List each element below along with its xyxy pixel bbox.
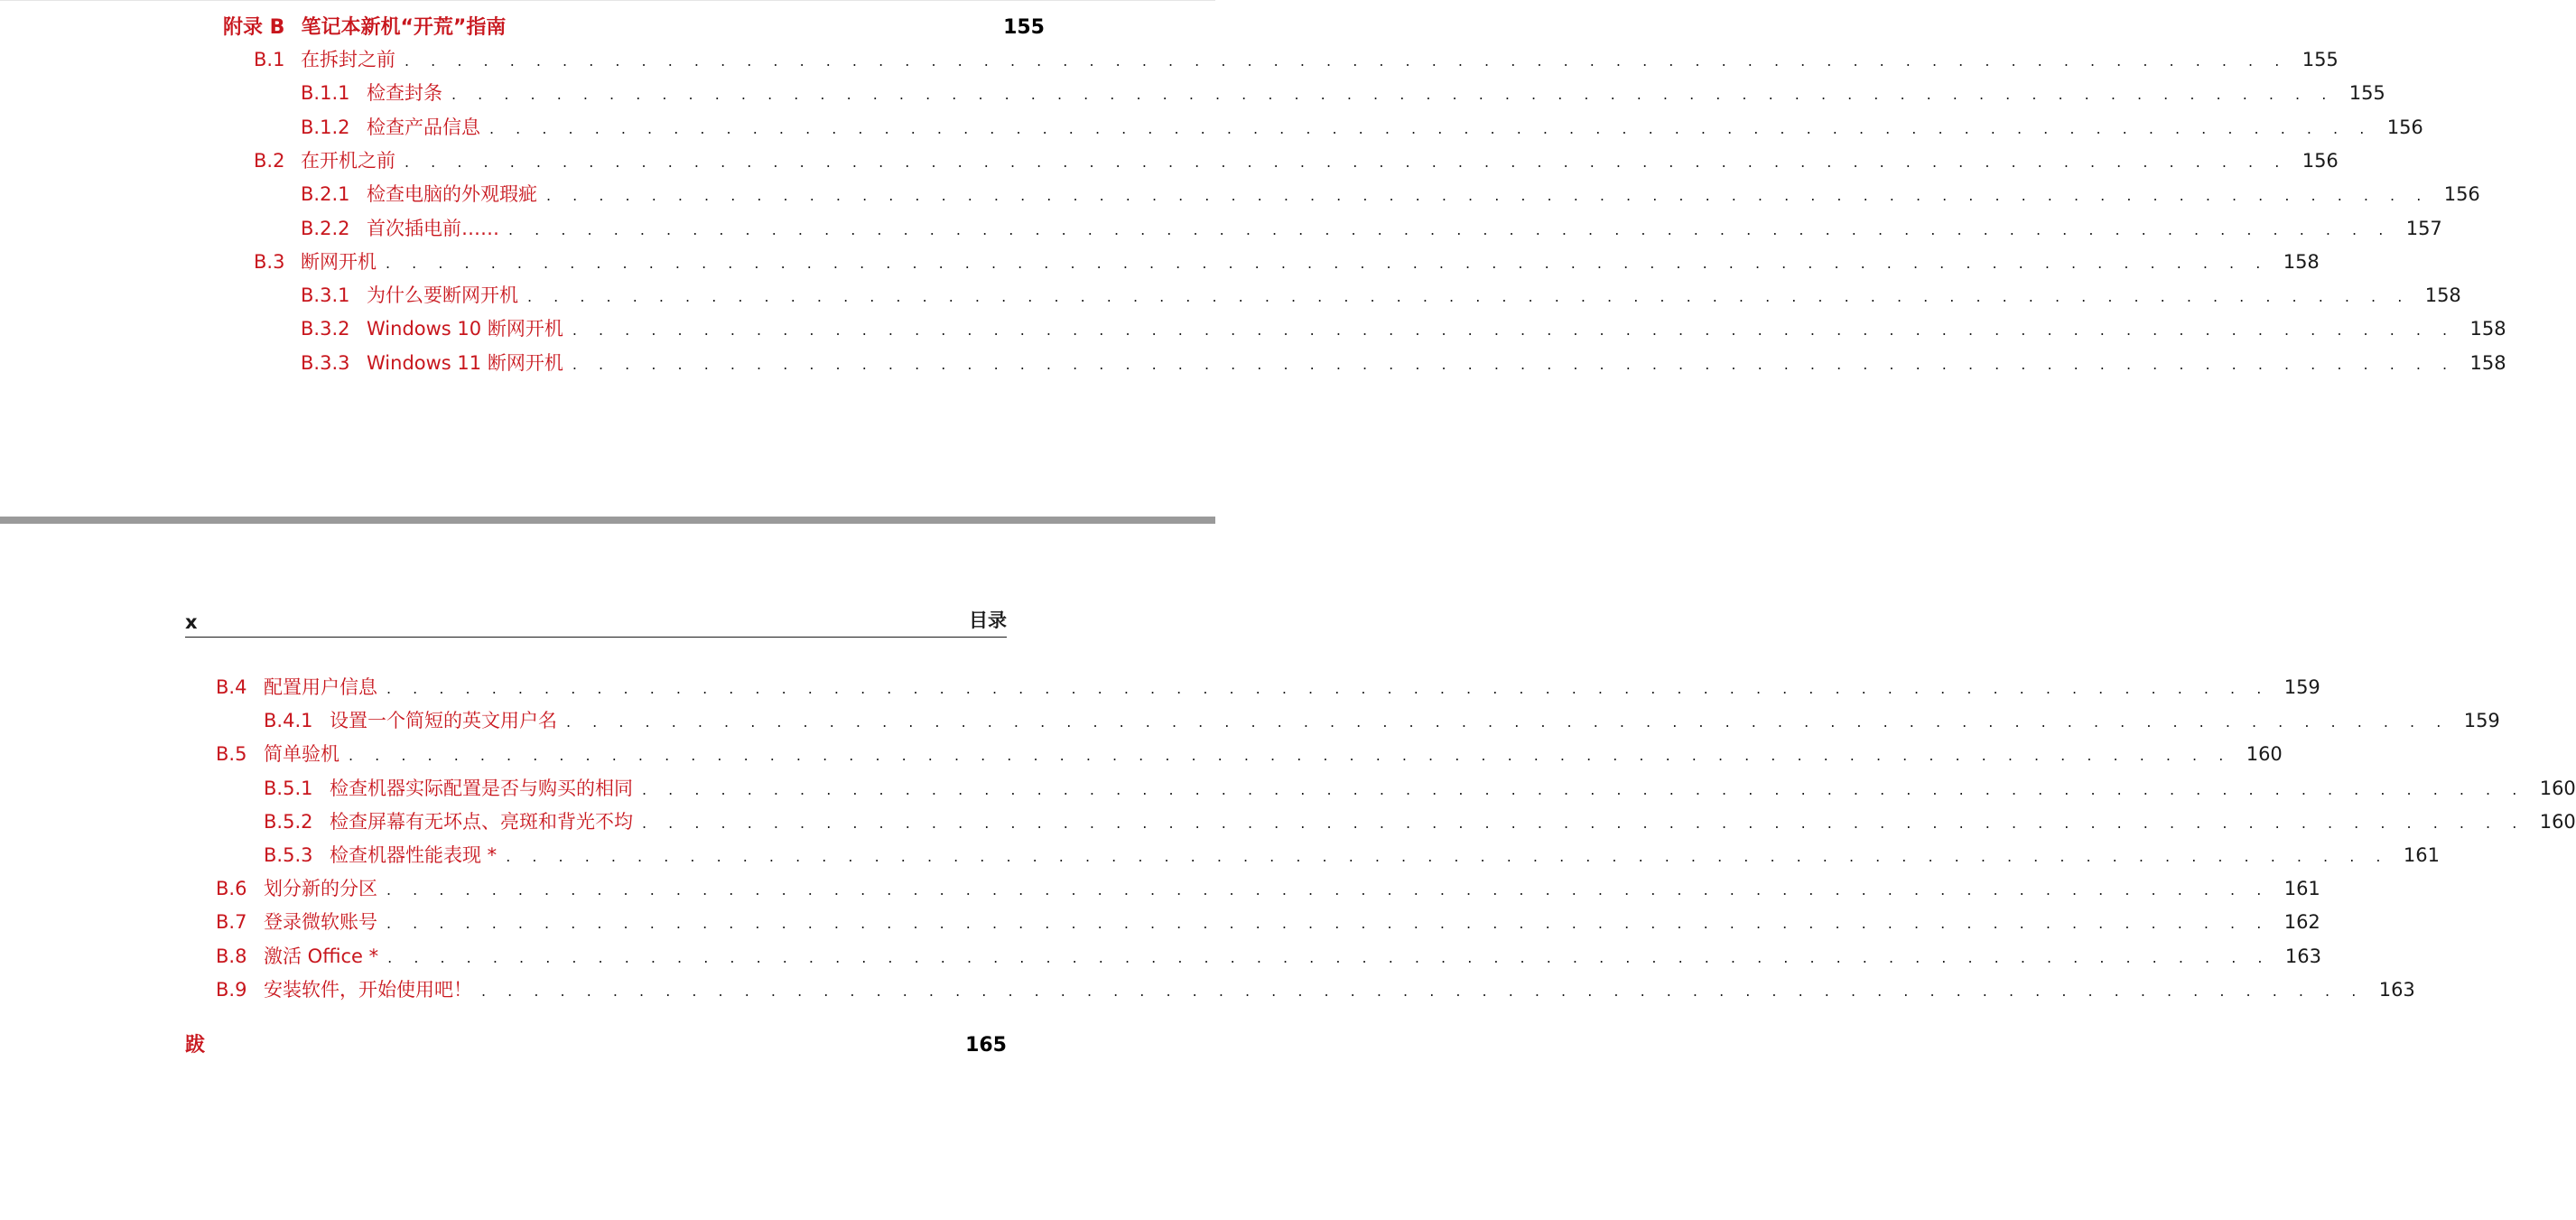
dot-leader: . . . . . . . . . . . . . . . . . . . . . . . . . . . . . . . . . . . . . . . . . . . . . . . . . . . . . . . . . . . . . . . . . . . . . . . . xyxy=(386,254,2269,272)
entry-title: 断网开机 xyxy=(301,250,377,273)
toc-entry-b-1[interactable] xyxy=(254,45,2339,72)
toc-entry-b-7[interactable] xyxy=(216,908,2320,935)
running-header xyxy=(185,609,1007,638)
dot-leader: . . . . . . . . . . . . . . . . . . . . . . . . . . . . . . . . . . . . . . . . . . . . . . . . . . . . . . . . . . . . . . . . . . . . . . . . xyxy=(566,713,2450,731)
entry-page-number: 159 xyxy=(2283,676,2320,698)
toc-entry-b-1-1[interactable] xyxy=(301,79,2385,106)
entry-number: B.5.2 xyxy=(264,810,313,833)
entry-title: 激活 Office * xyxy=(264,945,379,967)
dot-leader: . . . . . . . . . . . . . . . . . . . . . . . . . . . . . . . . . . . . . . . . . . . . . . . . . . . . . . . . . . . . . . . . . . . . . . . . xyxy=(386,915,2270,933)
entry-page-number: 160 xyxy=(2246,743,2283,766)
entry-title: 首次插电前…… xyxy=(367,217,499,239)
dot-leader: . . . . . . . . . . . . . . . . . . . . . . . . . . . . . . . . . . . . . . . . . . . . . . . . . . . . . . . . . . . . . . . . . . . . . . . . xyxy=(387,948,2271,966)
entry-number: B.6 xyxy=(216,878,247,900)
entry-page-number: 160 xyxy=(2539,810,2576,833)
toc-page-top xyxy=(0,0,2506,517)
entry-number: B.5.1 xyxy=(264,777,313,799)
entry-page-number: 156 xyxy=(2302,149,2339,172)
dot-leader: . . . . . . . . . . . . . . . . . . . . . . . . . . . . . . . . . . . . . . . . . . . . . . . . . . . . . . . . . . . . . . . . . . . . . . . . xyxy=(546,187,2430,205)
toc-entry-b-2[interactable] xyxy=(254,146,2339,173)
toc-entry-b-6[interactable] xyxy=(216,874,2320,901)
entry-page-number: 158 xyxy=(2469,351,2506,374)
toc-entry-b-1-2[interactable] xyxy=(301,113,2423,140)
entry-title: 检查机器实际配置是否与购买的相同 xyxy=(330,777,633,799)
entry-number: B.3 xyxy=(254,250,285,273)
entry-number: B.3.2 xyxy=(301,318,350,340)
entry-number: B.7 xyxy=(216,911,247,934)
toc-entry-b-8[interactable] xyxy=(216,942,2321,969)
dot-leader: . . . . . . . . . . . . . . . . . . . . . . . . . . . . . . . . . . . . . . . . . . . . . . . . . . . . . . . . . . . . . . . . . . . . . . . . xyxy=(405,52,2288,70)
entry-page-number: 158 xyxy=(2424,284,2461,307)
chapter-page: 155 xyxy=(1003,16,1045,39)
dot-leader: . . . . . . . . . . . . . . . . . . . . . . . . . . . . . . . . . . . . . . . . . . . . . . . . . . . . . . . . . . . . . . . . . . . . . . . . xyxy=(572,321,2456,340)
entry-title: 检查机器性能表现 * xyxy=(330,844,498,866)
page-separator xyxy=(0,517,1215,524)
entry-page-number: 159 xyxy=(2463,710,2500,732)
toc-entry-b-3[interactable] xyxy=(254,247,2320,275)
entry-page-number: 155 xyxy=(2302,49,2339,70)
entry-title: Windows 10 断网开机 xyxy=(367,318,563,340)
entry-page-number: 156 xyxy=(2386,116,2423,138)
entry-number: B.9 xyxy=(216,978,247,1001)
entry-title: 检查屏幕有无坏点、亮斑和背光不均 xyxy=(330,810,633,833)
dot-leader: . . . . . . . . . . . . . . . . . . . . . . . . . . . . . . . . . . . . . . . . . . . . . . . . . . . . . . . . . . . . . . . . . . . . . . . . xyxy=(349,747,2232,765)
dot-leader: . . . . . . . . . . . . . . . . . . . . . . . . . . . . . . . . . . . . . . . . . . . . . . . . . . . . . . . . . . . . . . . . . . . . . . . . xyxy=(527,288,2411,306)
toc-entry-b-5-1[interactable] xyxy=(264,774,2576,801)
toc-entry-b-9[interactable] xyxy=(216,975,2415,1002)
toc-entry-b-3-3[interactable] xyxy=(301,349,2506,376)
header-page-number: x xyxy=(185,611,198,633)
chapter-number: 附录 B xyxy=(223,16,285,39)
entry-page-number: 160 xyxy=(2539,777,2576,799)
toc-entry-b-5-2[interactable] xyxy=(264,807,2576,834)
dot-leader: . . . . . . . . . . . . . . . . . . . . . . . . . . . . . . . . . . . . . . . . . . . . . . . . . . . . . . . . . . . . . . . . . . . . . . . . xyxy=(451,86,2335,104)
chapter-appendix-b[interactable] xyxy=(223,12,1045,39)
entry-title: 检查产品信息 xyxy=(367,116,480,138)
dot-leader: . . . . . . . . . . . . . . . . . . . . . . . . . . . . . . . . . . . . . . . . . . . . . . . . . . . . . . . . . . . . . . . . . . . . . . . . xyxy=(481,982,2365,1000)
dot-leader: . . . . . . . . . . . . . . . . . . . . . . . . . . . . . . . . . . . . . . . . . . . . . . . . . . . . . . . . . . . . . . . . . . . . . . . . xyxy=(506,848,2389,865)
entry-page-number: 157 xyxy=(2405,217,2442,239)
entry-number: B.4.1 xyxy=(264,710,313,732)
dot-leader: . . . . . . . . . . . . . . . . . . . . . . . . . . . . . . . . . . . . . . . . . . . . . . . . . . . . . . . . . . . . . . . . . . . . . . . . xyxy=(642,814,2525,832)
entry-title: 为什么要断网开机 xyxy=(367,284,518,307)
dot-leader: . . . . . . . . . . . . . . . . . . . . . . . . . . . . . . . . . . . . . . . . . . . . . . . . . . . . . . . . . . . . . . . . . . . . . . . . xyxy=(489,119,2373,137)
entry-page-number: 161 xyxy=(2283,878,2320,900)
entry-title: 检查封条 xyxy=(367,82,442,105)
chapter-title: 笔记本新机“开荒”指南 xyxy=(301,16,507,39)
entry-page-number: 162 xyxy=(2283,911,2320,934)
entry-number: B.5 xyxy=(216,743,247,766)
entry-title: Windows 11 断网开机 xyxy=(367,351,563,374)
entry-title: 配置用户信息 xyxy=(264,676,377,698)
header-section-title: 目录 xyxy=(969,610,1007,631)
entry-title: 检查电脑的外观瑕疵 xyxy=(367,183,537,206)
entry-page-number: 156 xyxy=(2443,183,2480,206)
entry-number: B.1.1 xyxy=(301,82,350,105)
toc-entry-b-3-1[interactable] xyxy=(301,281,2461,308)
entry-page-number: 158 xyxy=(2283,250,2320,273)
toc-entry-b-4[interactable] xyxy=(216,673,2320,700)
dot-leader: . . . . . . . . . . . . . . . . . . . . . . . . . . . . . . . . . . . . . . . . . . . . . . . . . . . . . . . . . . . . . . . . . . . . . . . . xyxy=(508,220,2392,238)
dot-leader: . . . . . . . . . . . . . . . . . . . . . . . . . . . . . . . . . . . . . . . . . . . . . . . . . . . . . . . . . . . . . . . . . . . . . . . . xyxy=(572,355,2456,373)
entry-number: B.1 xyxy=(254,49,285,70)
toc-entry-b-5-3[interactable] xyxy=(264,841,2440,868)
dot-leader: . . . . . . . . . . . . . . . . . . . . . . . . . . . . . . . . . . . . . . . . . . . . . . . . . . . . . . . . . . . . . . . . . . . . . . . . xyxy=(386,680,2270,697)
entry-number: B.8 xyxy=(216,945,247,967)
entry-page-number: 155 xyxy=(2348,82,2385,105)
entry-number: B.1.2 xyxy=(301,116,350,138)
entry-number: B.2 xyxy=(254,149,285,172)
entry-page-number: 158 xyxy=(2469,318,2506,340)
toc-entry-b-3-2[interactable] xyxy=(301,314,2506,341)
entry-title: 简单验机 xyxy=(264,743,339,766)
entry-title: 安装软件，开始使用吧！ xyxy=(264,978,472,1001)
entry-number: B.2.2 xyxy=(301,217,350,239)
dot-leader: . . . . . . . . . . . . . . . . . . . . . . . . . . . . . . . . . . . . . . . . . . . . . . . . . . . . . . . . . . . . . . . . . . . . . . . . xyxy=(386,881,2270,899)
entry-number: B.2.1 xyxy=(301,183,350,206)
entry-title: 设置一个简短的英文用户名 xyxy=(330,710,557,732)
entry-number: B.5.3 xyxy=(264,844,313,866)
entry-page-number: 163 xyxy=(2378,978,2415,1001)
chapter-page: 165 xyxy=(965,1034,1007,1057)
entry-title: 登录微软账号 xyxy=(264,911,377,934)
toc-page-bottom xyxy=(0,524,2576,1220)
dot-leader: . . . . . . . . . . . . . . . . . . . . . . . . . . . . . . . . . . . . . . . . . . . . . . . . . . . . . . . . . . . . . . . . . . . . . . . . xyxy=(405,153,2288,171)
entry-number: B.3.3 xyxy=(301,351,350,374)
dot-leader: . . . . . . . . . . . . . . . . . . . . . . . . . . . . . . . . . . . . . . . . . . . . . . . . . . . . . . . . . . . . . . . . . . . . . . . . xyxy=(642,780,2525,798)
entry-page-number: 161 xyxy=(2403,844,2440,866)
chapter-afterword[interactable] xyxy=(185,1029,1007,1057)
toc-entry-b-5[interactable] xyxy=(216,740,2283,767)
entry-page-number: 163 xyxy=(2284,945,2321,967)
entry-number: B.3.1 xyxy=(301,284,350,307)
chapter-title: 跋 xyxy=(185,1034,206,1057)
entry-title: 在拆封之前 xyxy=(301,49,395,70)
entry-title: 在开机之前 xyxy=(301,149,395,172)
toc-entry-b-2-2[interactable] xyxy=(301,214,2442,241)
toc-entry-b-4-1[interactable] xyxy=(264,706,2500,733)
entry-title: 划分新的分区 xyxy=(264,878,377,900)
toc-entry-b-2-1[interactable] xyxy=(301,180,2480,207)
entry-number: B.4 xyxy=(216,676,247,698)
